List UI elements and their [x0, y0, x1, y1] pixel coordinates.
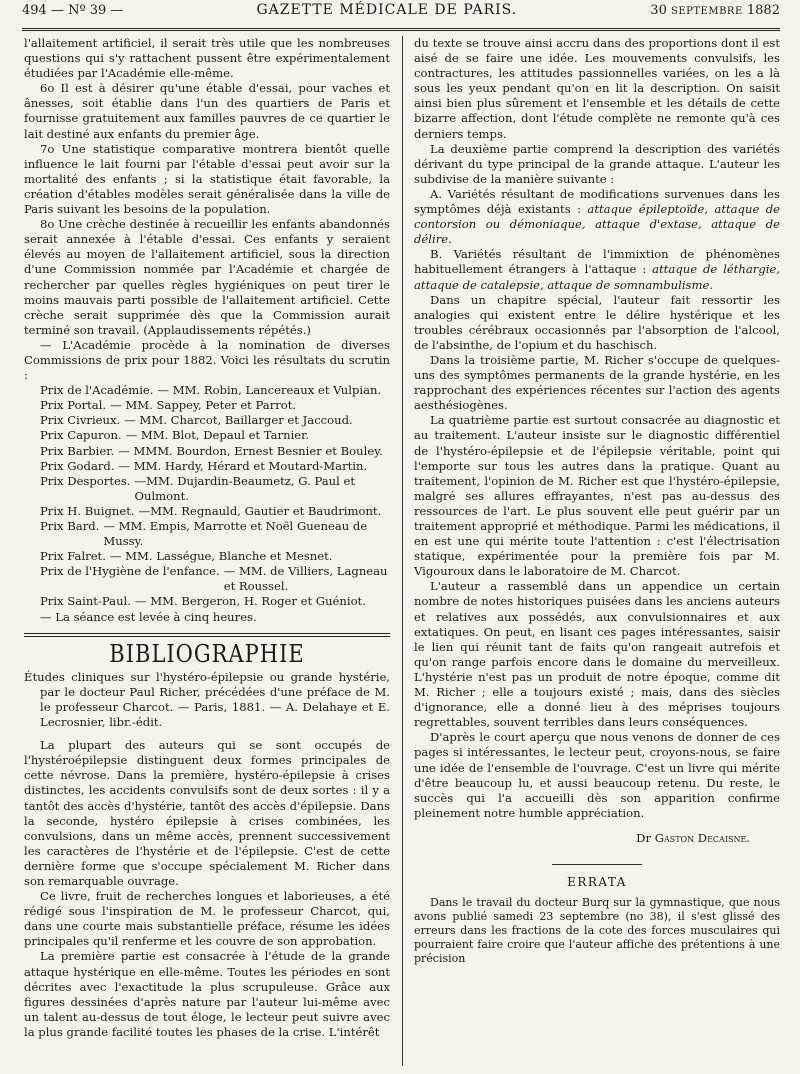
date-year: 1882	[746, 3, 780, 18]
review-paragraph: Dans un chapitre spécial, l'auteur fait ressortir les analogies qui existent entre le délire hystérique et les troubles cérébraux occasionnés par l'absorption de l'alcool, de l'absinthe, de l'opium et du haschisch.	[414, 292, 780, 352]
prize-item: Prix de l'Académie. — MM. Robin, Lancereaux et Vulpian.	[40, 383, 382, 398]
review-paragraph: La quatrième partie est surtout consacrée au diagnostic et au traitement. L'auteur insiste sur le diagnostic différentiel de l'hystéro-épilepsie et de l'épilepsie véritable, point qui l'emporte sur tous les autres dans la pratique. Quant au traitement, l'opinion de M. Richer est que l'hystéro-épilepsie, malgré ses allures effrayantes, n'est pas au-dessus des ressources de l'art. Le plus souvent elle peut guérir par un traitement approprié et méthodique. Parmi les médications, il en est une qui mérite toute l'attention : c'est l'électrisation statique, expérimentée pour la première fois par M. Vigouroux dans le laboratoire de M. Charcot.	[414, 413, 780, 579]
prize-list	[24, 383, 390, 609]
paragraph-point-8: 8o Une crèche destinée à recueillir les enfants abandonnés serait annexée à l'étable d'essai. Ces enfants y seraient élevés au moyen de l'allaitement artificiel, sous la direction d'une Commission nommée par l'Académie et chargée de rechercher par quelles règles hygiéniques on peut tirer le moins mauvais parti possible de l'allaitement artificiel. Cette crèche serait supprimée dès que la Commission aurait terminé son travail. (Applaudissements répétés.)	[24, 217, 390, 337]
review-paragraph: Dans la troisième partie, M. Richer s'occupe de quelques-uns des symptômes permanents de la grande hystérie, en les rapprochant des expériences récentes sur l'action des agents aesthésiogènes.	[414, 352, 780, 413]
prize-item: Prix Civrieux. — MM. Charcot, Baillarger et Jaccoud.	[40, 413, 353, 428]
prize-item: Prix Barbier. — MMM. Bourdon, Ernest Besnier et Bouley.	[40, 443, 383, 458]
review-paragraph: du texte se trouve ainsi accru dans des proportions dont il est aisé de se faire une idée. Les mouvements convulsifs, les contractures, les attitudes passionnelles variées, on les a là sous les yeux pendant qu'on en lit la description. On saisit ainsi bien plus sûrement et l'ensemble et les détails de cette bizarre affection, dont l'étude complète ne remonte qu'à ces derniers temps.	[414, 36, 780, 141]
right-column	[414, 36, 780, 1070]
journal-title: GAZETTE MÉDICALE DE PARIS.	[256, 2, 518, 18]
review-paragraph: L'auteur a rassemblé dans un appendice un certain nombre de notes historiques puisées dans les anciens auteurs et relatives aux possédés, aux convulsionnaires et aux extatiques. On peut, en lisant ces pages intéressantes, saisir le lien qui réunit tant de faits qu'on rangeait autrefois et qu'on range parfois encore dans le domaine du merveilleux. L'hystérie n'est pas un produit de notre époque, comme dit M. Richer ; elle a toujours existé ; mais, dans des siècles d'ignorance, elle a donné lieu à des méprises toujours regrettables, souvent terribles dans leurs conséquences.	[414, 579, 780, 730]
section-divider	[24, 633, 390, 637]
paragraph-point-6: 6o Il est à désirer qu'une étable d'essai, pour vaches et ânesses, soit établie dans l'un des quartiers de Paris et fournisse gratuitement aux familles pauvres de ce quartier le lait destiné aux enfants du premier âge.	[24, 81, 390, 141]
signature-name: Gaston Decaisne.	[654, 830, 750, 845]
prize-item: Prix Falret. — MM. Lasségue, Blanche et Mesnet.	[40, 549, 333, 564]
bibliography-reference: Études cliniques sur l'hystéro-épilepsie ou grande hystérie, par le docteur Paul Richer, précédées d'une préface de M. le professeur Charcot. — Paris, 1881. — A. Delahaye et E. Lecrosnier, libr.-édit.	[24, 669, 390, 730]
column-divider	[402, 36, 403, 1066]
section-title-bibliographie: BIBLIOGRAPHIE	[109, 639, 305, 668]
academie-paragraph: — L'Académie procède à la nomination de diverses Commissions de prix pour 1882. Voici les résultats du scrutin :	[24, 337, 390, 383]
review-paragraph: D'après le court aperçu que nous venons de donner de ces pages si intéressantes, le lecteur peut, croyons-nous, se faire une idée de l'ensemble de l'ouvrage. C'est un livre qui mérite d'être beaucoup lu, et aussi beaucoup retenu. Du reste, le succès qui l'a accueilli dès son apparition confirme pleinement notre humble appréciation.	[414, 730, 780, 820]
review-paragraph: La plupart des auteurs qui se sont occupés de l'hystéroépilepsie distinguent deux formes principales de cette névrose. Dans la première, hystéro-épilepsie à crises distinctes, les accidents convulsifs sont de deux sortes : il y a tantôt des accès d'hystérie, tantôt des accès d'épilepsie. Dans la seconde, hystéro épilepsie à crises combinées, les convulsions, dans un même accès, prennent successivement les caractères de l'hystérie et de l'épilepsie. C'est de cette dernière forme que s'occupe spécialement M. Richer dans son remarquable ouvrage.	[24, 738, 390, 888]
section-title-errata: ERRATA	[567, 874, 627, 889]
seance-closing: — La séance est levée à cinq heures.	[40, 609, 257, 624]
left-column	[24, 36, 390, 1070]
paragraph: l'allaitement artificiel, il serait très utile que les nombreuses questions qui s'y rattachent pussent être expérimentalement étudiées par l'Académie elle-même.	[24, 36, 390, 81]
variety-b: B. Variétés résultant de l'immixtion de phénomènes habituellement étrangers à l'attaque : attaque de léthargie, attaque de catalepsie, attaque de somnambulisme.	[414, 247, 781, 292]
prize-item: Prix de l'Hygiène de l'enfance. — MM. de Villiers, Lagneau et Roussel.	[40, 564, 388, 594]
prize-item: Prix Portal. — MM. Sappey, Peter et Parrot.	[40, 398, 297, 413]
review-paragraph: Ce livre, fruit de recherches longues et laborieuses, a été rédigé sous l'inspiration de M. le professeur Charcot, qui, dans une courte mais substantielle préface, résume les idées principales qu'il renferme et les couvre de son approbation.	[24, 889, 390, 949]
review-paragraph: La première partie est consacrée à l'étude de la grande attaque hystérique en elle-même. Toutes les périodes en sont décrites avec l'exactitude la plus scrupuleuse. Grâce aux figures dessinées d'après nature par l'auteur lui-même avec un talent au-dessus de tout éloge, le lecteur peut suivre avec la plus grande facilité toutes les phases de la crise. L'intérêt	[24, 949, 390, 1039]
section-divider	[552, 864, 642, 865]
page-number-issue: 494 — Nº 39 —	[22, 3, 124, 18]
signature-prefix: Dr	[636, 830, 651, 845]
variety-a: A. Variétés résultant de modifications survenues dans les symptômes déjà existants : attaque épileptoïde, attaque de contorsion ou démoniaque, attaque d'extase, attaque de délire.	[414, 186, 780, 247]
date-month: SEPTEMBRE	[670, 6, 743, 17]
author-signature	[414, 831, 780, 846]
page-header	[22, 2, 780, 31]
prize-item: Prix Capuron. — MM. Blot, Depaul et Tarnier.	[40, 428, 310, 443]
prize-item: Prix Desportes. —MM. Dujardin-Beaumetz, G. Paul et Oulmont.	[40, 473, 356, 503]
prize-item: Prix Godard. — MM. Hardy, Hérard et Moutard-Martin.	[40, 458, 368, 473]
prize-item: Prix Bard. — MM. Empis, Marrotte et Noël Gueneau de Mussy.	[40, 519, 368, 549]
date-day: 30	[650, 3, 667, 18]
issue-date	[650, 3, 780, 18]
prize-item: Prix H. Buignet. —MM. Regnauld, Gautier et Baudrimont.	[40, 503, 382, 518]
review-paragraph: La deuxième partie comprend la description des variétés dérivant du type principal de la grande attaque. L'auteur les subdivise de la manière suivante :	[414, 141, 780, 186]
prize-item: Prix Saint-Paul. — MM. Bergeron, H. Roger et Guéniot.	[40, 594, 366, 609]
paragraph-point-7: 7o Une statistique comparative montrera bientôt quelle influence le lait fourni par l'étable d'essai peut avoir sur la mortalité des enfants ; si la statistique était favorable, la création d'étables modèles serait généralisée dans la ville de Paris suivant les besoins de la population.	[24, 141, 390, 217]
errata-paragraph: Dans le travail du docteur Burq sur la gymnastique, que nous avons publié samedi 23 septembre (no 38), il s'est glissé des erreurs dans les fractions de la cote des forces musculaires qui pourraient faire croire que l'auteur affiche des prétentions à une précision	[414, 896, 780, 966]
